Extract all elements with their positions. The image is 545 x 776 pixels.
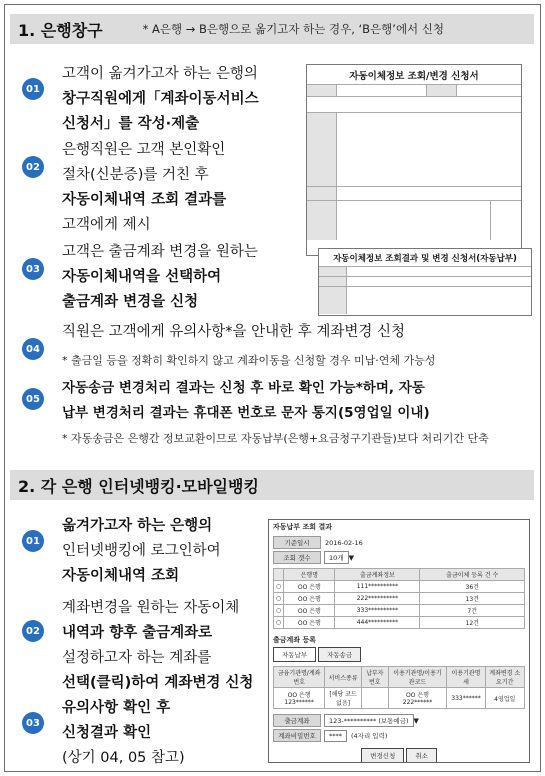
table-row[interactable]: ○ OO 은행 444********** 12건 bbox=[274, 617, 525, 629]
apply-button[interactable]: 변경신청 bbox=[361, 748, 404, 763]
count-select[interactable]: 10개 bbox=[324, 551, 349, 564]
step-badge: 03 bbox=[22, 258, 44, 280]
step3-text: 고객은 출금계좌 변경을 원하는 자동이체내역을 선택하여 출금계좌 변경을 신청 bbox=[62, 244, 258, 310]
step-badge: 04 bbox=[22, 338, 44, 360]
account-summary-table: 은행명 출금계좌정보 출금이체 등록 건 수 ○ OO 은행 111********** 36건 ○ OO 은행 222********** 13건 ○ OO 은행 333********** 7건 ○ OO 은행 444********** 12건 bbox=[273, 568, 525, 629]
step-badge: 02 bbox=[22, 620, 44, 642]
step4-note: * 출금일 등을 정확히 확인하지 않고 계좌이동을 신청할 경우 미납·연체 가능성 bbox=[62, 354, 436, 367]
account-label: 출금계좌 bbox=[273, 714, 321, 727]
tab-auto-transfer[interactable]: 자동송금 bbox=[318, 647, 361, 662]
step2-text: 은행직원은 고객 본인확인 절차(신분증)를 거친 후 자동이체내역 조회 결과를 고객에게 제시 bbox=[62, 142, 227, 233]
step-badge: 01 bbox=[22, 530, 44, 552]
section1-title: 1. 은행창구 bbox=[18, 20, 103, 40]
step-badge: 01 bbox=[22, 78, 44, 100]
cancel-button[interactable]: 취소 bbox=[406, 748, 437, 763]
chevron-down-icon[interactable]: ▼ bbox=[413, 716, 419, 725]
tab-auto-payment[interactable]: 자동납부 bbox=[273, 647, 316, 662]
table-row[interactable]: ○ OO 은행 333********** 7건 bbox=[274, 605, 525, 617]
password-input[interactable]: **** bbox=[324, 730, 347, 742]
section2-title: 2. 각 은행 인터넷뱅킹·모바일뱅킹 bbox=[18, 476, 259, 496]
screen-title: 자동납부 조회 결과 bbox=[273, 523, 332, 531]
password-hint: (4자리 입력) bbox=[351, 732, 388, 740]
auto-payment-table: 금융기관명/계좌번호 서비스종류 납부자번호 이용기관명/이용기관코드 이용기관명세 계좌변경 소요기간 OO 은행 123****** [해당 코드 없음] OO 은행 222****** 333****** 4영업일 bbox=[273, 666, 525, 709]
section1-note: * A은행 → B은행으로 옮기고자 하는 경우, ‘B은행’에서 신청 bbox=[142, 22, 445, 36]
date-value: 2016-02-16 bbox=[325, 538, 363, 547]
step4-text: 직원은 고객에게 유의사항*을 안내한 후 계좌변경 신청 bbox=[62, 324, 406, 340]
account-select[interactable]: 123-********** (보통예금) bbox=[324, 714, 414, 727]
form-application-thumbnail: 자동이체정보 조회/변경 신청서 bbox=[306, 64, 522, 256]
step-badge: 05 bbox=[22, 388, 44, 410]
count-label: 조회 갯수 bbox=[273, 551, 321, 564]
internet-banking-screen bbox=[268, 519, 530, 763]
table-row[interactable]: ○ OO 은행 111********** 36건 bbox=[274, 581, 525, 593]
date-label: 기준일시 bbox=[273, 536, 321, 549]
s2-step2-text: 계좌변경을 원하는 자동이체 내역과 향후 출금계좌로 설정하고자 하는 계좌를 선택(클릭)하여 계좌변경 신청 bbox=[62, 600, 254, 691]
table-row[interactable]: OO 은행 123****** [해당 코드 없음] OO 은행 222****** 333****** 4영업일 bbox=[274, 688, 525, 709]
step-badge: 03 bbox=[22, 712, 44, 734]
table-row[interactable]: ○ OO 은행 222********** 13건 bbox=[274, 593, 525, 605]
form-result-thumbnail: 자동이체정보 조회결과 및 변경 신청서(자동납부) bbox=[318, 248, 532, 316]
reg-title: 출금계좌 등록 bbox=[273, 636, 317, 644]
step1-text: 고객이 옮겨가고자 하는 은행의 창구직원에게「계좌이동서비스 신청서」를 작성·제출 bbox=[62, 66, 259, 132]
s2-step3-text: 유의사항 확인 후 신청결과 확인 (상기 04, 05 참고) bbox=[62, 700, 185, 766]
password-label: 계좌비밀번호 bbox=[273, 729, 321, 742]
step-badge: 02 bbox=[22, 156, 44, 178]
step5-note: * 자동송금은 은행간 정보교환이므로 자동납부(은행+요금청구기관들)보다 처리기간 단축 bbox=[62, 432, 489, 445]
section1-header bbox=[10, 14, 534, 44]
step5-text: 자동송금 변경처리 결과는 신청 후 바로 확인 가능*하며, 자동 납부 변경처리 결과는 휴대폰 번호로 문자 통지(5영업일 이내) bbox=[62, 380, 430, 421]
s2-step1-text: 옮겨가고자 하는 은행의 인터넷뱅킹에 로그인하여 자동이체내역 조회 bbox=[62, 518, 221, 584]
chevron-down-icon[interactable]: ▼ bbox=[348, 553, 354, 562]
section2-header bbox=[10, 470, 534, 500]
